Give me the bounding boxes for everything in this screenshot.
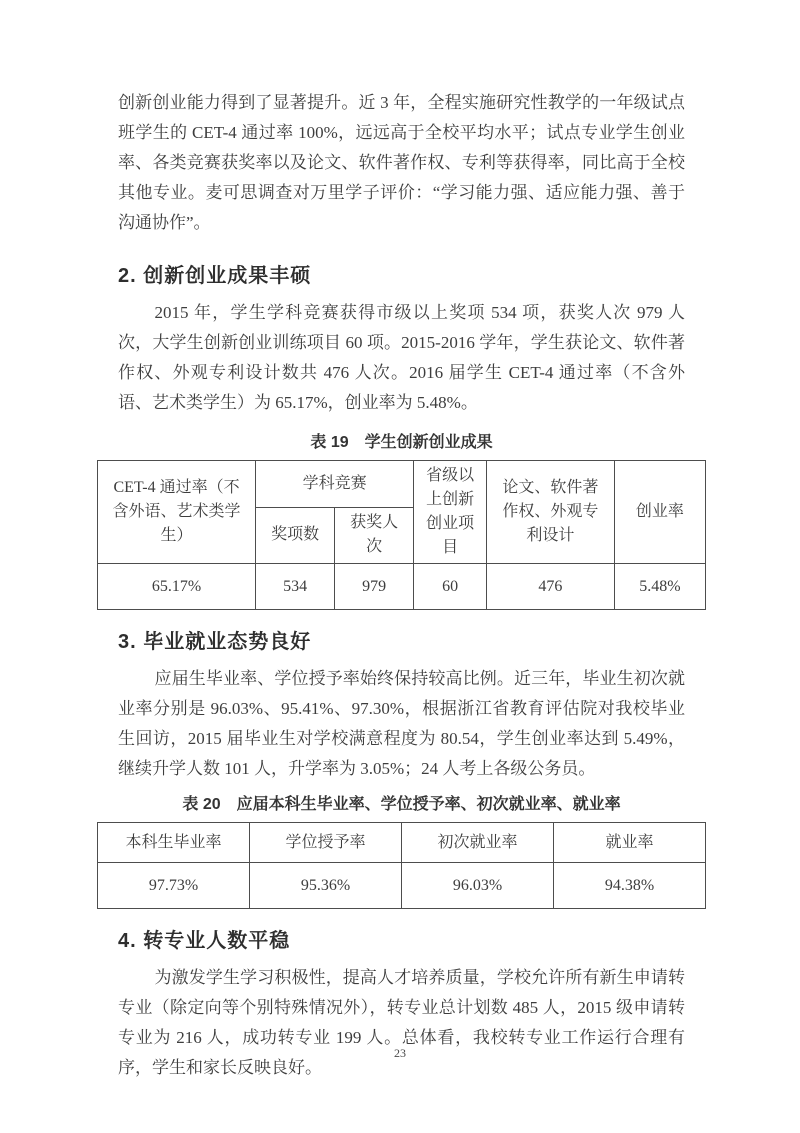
table-19-caption: 表 19 学生创新创业成果 — [310, 434, 493, 451]
cell-awards-value: 534 — [256, 564, 335, 610]
cell-graduation-rate: 97.73% — [98, 863, 250, 909]
header-degree-rate: 学位授予率 — [250, 823, 402, 863]
page-number: 23 — [394, 1046, 406, 1060]
section-2-heading: 2. 创新创业成果丰硕 — [118, 265, 312, 287]
table-19-header-row-1 — [98, 461, 706, 508]
table-19-data-row — [98, 564, 706, 610]
header-provincial-projects: 省级以上创新创业项目 — [414, 461, 487, 564]
cell-startup-value: 5.48% — [614, 564, 705, 610]
table-20 — [97, 822, 706, 909]
cell-papers-value: 476 — [487, 564, 615, 610]
section-2-paragraph: 2015 年，学生学科竞赛获得市级以上奖项 534 项，获奖人次 979 人次，大学生创新创业训练项目 60 项。2015-2016 学年，学生获论文、软件著作权、外观专利设计数共 476 人次。2016 届学生 CET-4 通过率（不含外语、艺术类学生）为 65.17%，创业率为 5.48%。 — [118, 303, 685, 412]
section-4-heading: 4. 转专业人数平稳 — [118, 930, 291, 952]
header-papers-patents: 论文、软件著作权、外观专利设计 — [487, 461, 615, 564]
intro-paragraph: 创新创业能力得到了显著提升。近 3 年，全程实施研究性教学的一年级试点班学生的 CET-4 通过率 100%，远远高于全校平均水平；试点专业学生创业率、各类竞赛获奖率以及论文、软件著作权、专利等获得率，同比高于全校其他专业。麦可思调查对万里学子评价：“学习能力强、适应能力强、善于沟通协作”。 — [118, 93, 685, 232]
header-cet4-pass-rate: CET-4 通过率（不含外语、艺术类学生） — [98, 461, 256, 564]
header-subject-competition: 学科竞赛 — [256, 461, 414, 508]
header-graduation-rate: 本科生毕业率 — [98, 823, 250, 863]
table-20-data-row — [98, 863, 706, 909]
section-4-paragraph: 为激发学生学习积极性，提高人才培养质量，学校允许所有新生申请转专业（除定向等个别特殊情况外），转专业总计划数 485 人，2015 级申请转专业为 216 人，成功转专业 199 人。总体看，我校转专业工作运行合理有序，学生和家长反映良好。 — [118, 968, 685, 1077]
header-initial-employment-rate: 初次就业率 — [402, 823, 554, 863]
table-20-header-row — [98, 823, 706, 863]
cell-cet4-value: 65.17% — [98, 564, 256, 610]
table-19 — [97, 460, 706, 610]
cell-provincial-value: 60 — [414, 564, 487, 610]
header-winners-count: 获奖人次 — [335, 507, 414, 563]
cell-degree-rate: 95.36% — [250, 863, 402, 909]
table-20-caption: 表 20 应届本科生毕业率、学位授予率、初次就业率、就业率 — [182, 796, 621, 813]
cell-winners-value: 979 — [335, 564, 414, 610]
section-3-paragraph: 应届生毕业率、学位授予率始终保持较高比例。近三年，毕业生初次就业率分别是 96.03%、95.41%、97.30%，根据浙江省教育评估院对我校毕业生回访，2015 届毕业生对学校满意程度为 80.54，学生创业率达到 5.49%，继续升学人数 101 人，升学率为 3.05%；24 人考上各级公务员。 — [118, 669, 685, 778]
header-employment-rate: 就业率 — [554, 823, 706, 863]
header-awards-count: 奖项数 — [256, 507, 335, 563]
cell-initial-employment-rate: 96.03% — [402, 863, 554, 909]
header-startup-rate: 创业率 — [614, 461, 705, 564]
section-3-heading: 3. 毕业就业态势良好 — [118, 631, 312, 653]
cell-employment-rate: 94.38% — [554, 863, 706, 909]
